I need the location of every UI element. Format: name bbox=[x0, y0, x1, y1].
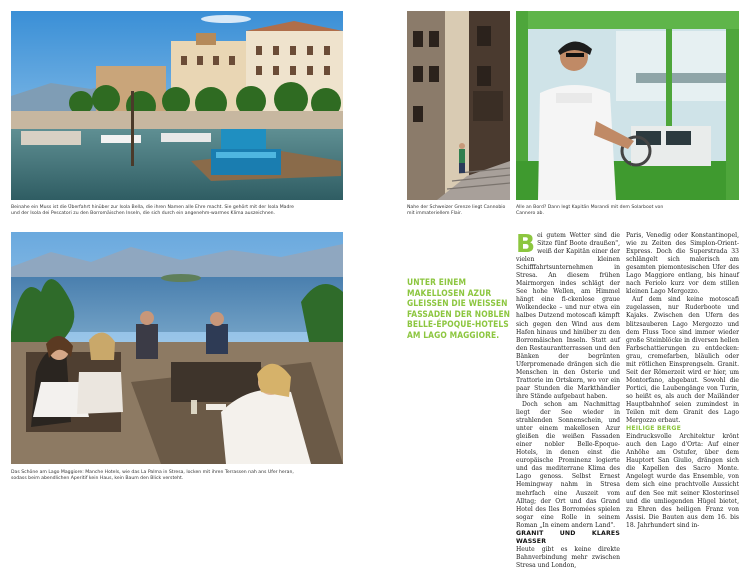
article-paragraph: Heute gibt es keine direkte Bahnverbindung mehr zwischen Stresa und London, bbox=[516, 545, 620, 569]
article-column-1 bbox=[516, 229, 620, 570]
article-paragraph: Auf dem sind keine motoscafi zugelassen, nur Ruderboote und Kajaks. Zwischen den Ufern des blitzsauberen Lago Mergozzo und dem Fluss Toce sind immer wieder große Steinblöcke in diversen hellen Farbschattierungen zu entdecken: grau, cremefarben, bläulich oder mit rötlichen Einsprengseln. Granit. Seit der Römerzeit wird er hier, um Montorfano, abgebaut. Sowohl die Portici, die Laubengänge von Turin, so heißt es, als auch der Mailänder Hauptbahnhof seien zumindest in Teilen mit dem Granit des Lago Mergozzo erbaut. bbox=[626, 296, 739, 425]
caption-bottom-left: Das Schöne am Lago Maggiore: Manche Hotels, wie das La Palma in Stresa, locken mit ihren Terrassen nah ans Ufer heran, sodass beim abendlichen Aperitif kein Haus, kein Baum den Blick versteht. bbox=[11, 470, 294, 482]
article-paragraph: Bei gutem Wetter sind die Sitze fünf Boote draußen", weiß der Kapitän einer der vielen kleinen Schifffahrtsunternehmen in Stresa. An diesem frühen Mairmorgen indes schlägt der See hohe Wellen, am Himmel hängt eine fi-ckenlose graue Wolkendecke – und nur etwa ein halbes Dutzend motoscafi kämpft sich gegen den Wind aus dem Hafen hinaus und hinüber zu den Borromäischen Inseln. Statt auf den Restaurantterrassen und den Bänken der begrünten Uferpromenade drängen sich die Menschen in den Osterie und Trattorie im Ortskern, wo vor ein paar Stunden die Markthändler ihre Stände aufgebaut haben. bbox=[516, 229, 620, 400]
caption-top-left: Beinahe ein Muss ist die Überfahrt hinüber zur Isola Bella, die ihren Namen alle Ehre macht. Sie gehört mit der Isola Madre und der Isola dei Pescatori zu den Borromäischen Inseln, die sich durch ein angenehm-warmes Klima auszeichnen. bbox=[11, 205, 295, 217]
photo-hotel-terrace bbox=[11, 232, 343, 464]
subheading-heilige-berge: HEILIGE BERGE bbox=[626, 425, 682, 433]
subheading-granit: GRANIT UND KLARES WASSER bbox=[516, 529, 620, 545]
article-paragraph: Eindrucksvolle Architektur krönt auch den Lago d'Orta: Auf einer Anhöhe am Ostufer, über dem Hauptort San Giulio, drängen sich die Kapellen des Sacro Monte. Angelegt wurde das Ensemble, von dem sich eine prachtvolle Aussicht auf den See mit seiner Klosterinsel und die umliegenden Hügel bietet, zu Ehren des heiligen Franz von Assisi. Die Bauten aus dem 16. bis 18. Jahrhundert sind in- bbox=[626, 433, 739, 529]
caption-top-right: Alle an Bord? Dann legt Kapitän Morandi mit dem Solarboot von Cannero ab. bbox=[516, 205, 664, 217]
article-paragraph: Paris, Venedig oder Konstantinopel, wie zu Zeiten des Simplon-Orient-Express. Doch die Superstrada 33 schlängelt sich malerisch am gesamten piemontesischen Ufer des Lago Maggiore entlang, bis hinauf nach Feriolo kurz vor dem stillen kleinen Lago Mergozzo. bbox=[626, 232, 739, 296]
photo-cannobio-alley bbox=[407, 11, 510, 200]
article-column-2 bbox=[626, 232, 739, 530]
drop-cap: B bbox=[516, 229, 536, 258]
article-paragraph: Doch schon am Nachmittag liegt der See wieder in strahlenden Sonnenschein, und unter einem makellosen Azur gleißen die weißen Fassaden einer nobler Belle-Époque-Hotels, in denen einst die europäische Prominenz logierte und das mediterrane Klima des Lago genoss. Selbst Ernest Hemingway nahm in Stresa mehrfach eine Auszeit vom Alltag; der Ort und das Grand Hotel des Iles Borromées spielen sogar eine Rolle in seinem Roman „In einem andern Land". bbox=[516, 400, 620, 529]
photo-solar-boat-captain bbox=[516, 11, 739, 200]
pull-quote: UNTER EINEM MAKELLOSEN AZUR GLEISSEN DIE WEISSEN FASSADEN DER NOBLEN BELLE-ÉPOQUE-HOTELS AM LAGO MAGGIORE. bbox=[407, 277, 511, 340]
photo-isola-bella bbox=[11, 11, 343, 200]
caption-top-middle: Nahe der Schweizer Grenze liegt Cannobio mit immateriellem Flair. bbox=[407, 205, 506, 217]
